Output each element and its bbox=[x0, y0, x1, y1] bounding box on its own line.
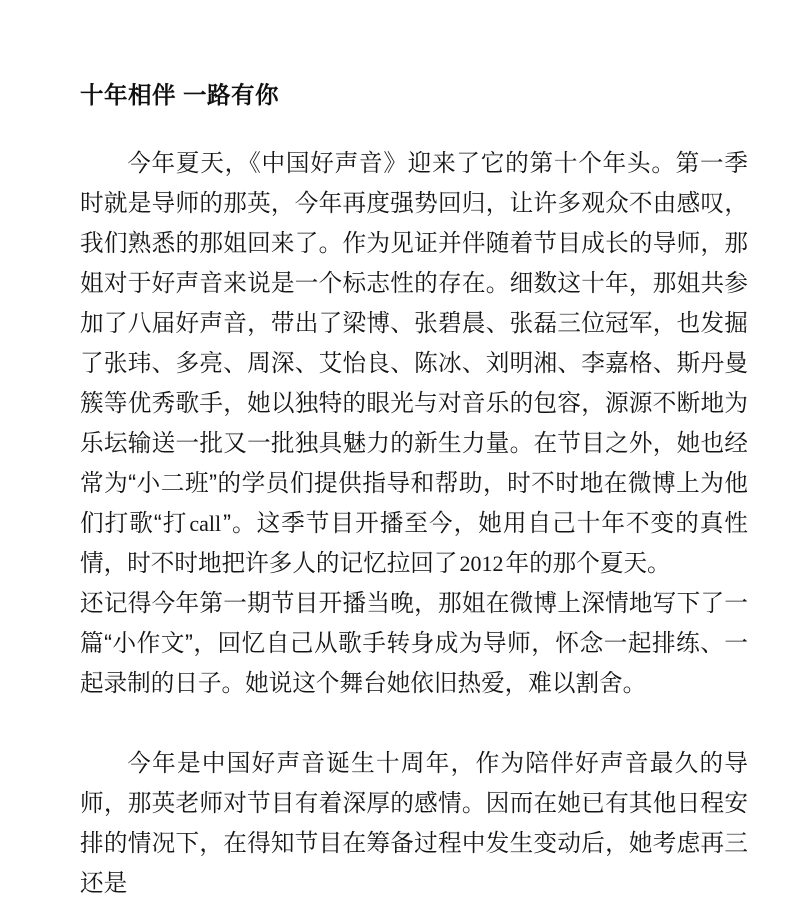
page-title: 十年相伴 一路有你 bbox=[80, 82, 280, 108]
article-content bbox=[80, 144, 748, 904]
paragraph-1-text: 今年夏天，《中国好声音》迎来了它的第十个年头。第一季时就是导师的那英，今年再度强势回归，让许多观众不由感叹，我们熟悉的那姐回来了。作为见证并伴随着节目成长的导师，那姐对于好声音来说是一个标志性的存在。细数这十年，那姐共参加了八届好声音，带出了梁博、张碧晨、张磊三位冠军，也发掘了张玮、多亮、周深、艾怡良、陈冰、刘明湘、李嘉格、斯丹曼簇等优秀歌手，她以独特的眼光与对音乐的包容，源源不断地为乐坛输送一批又一批独具魅力的新生力量。在节目之外，她也经常为“小二班”的学员们提供指导和帮助，时不时地在微博上为他们打歌“打 bbox=[80, 150, 748, 537]
paragraph-1-latin-year: 2012 bbox=[459, 550, 504, 576]
document-body bbox=[80, 0, 748, 904]
paragraph-1-text-end: 年的那个夏天。 bbox=[505, 550, 671, 577]
paragraph-1-latin-call: call bbox=[189, 510, 222, 536]
paragraph-2: 还记得今年第一期节目开播当晚，那姐在微博上深情地写下了一篇“小作文”，回忆自己从歌手转身成为导师，怀念一起排练、一起录制的日子。她说这个舞台她依旧热爱，难以割舍。 bbox=[80, 590, 748, 697]
paragraph-3: 今年是中国好声音诞生十周年，作为陪伴好声音最久的导师，那英老师对节目有着深厚的感情。因而在她已有其他日程安排的情况下，在得知节目在筹备过程中发生变动后，她考虑再三还是 bbox=[80, 750, 748, 897]
paragraph-1 bbox=[80, 144, 748, 584]
paragraph-1-text-cont: ”。这季节目开播至今，她用自己十年不变的真性情，时不时地把许多人的记忆拉回了 bbox=[80, 510, 749, 577]
